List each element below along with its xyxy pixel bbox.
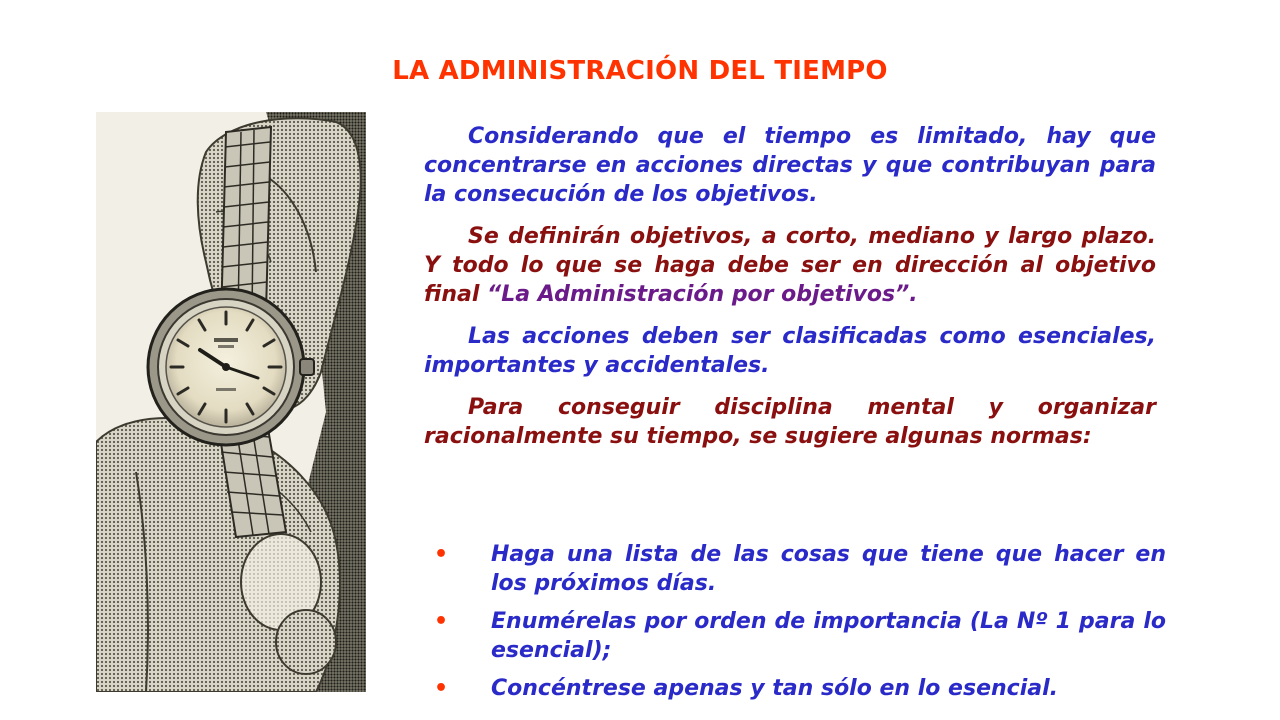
bullet-marker: • <box>434 609 449 634</box>
list-item <box>424 607 1166 665</box>
list-item-text: Concéntrese apenas y tan sólo en lo esencial. <box>491 676 1058 701</box>
list-item-text: Enumérelas por orden de importancia (La Nº 1 para lo esencial); <box>491 609 1166 663</box>
paragraph-time-limited: Considerando que el tiempo es limitado, hay que concentrarse en acciones directas y que contribuyan para la consecución de los objetivos. <box>424 124 1156 207</box>
paragraph-discipline: Para conseguir disciplina mental y organizar racionalmente su tiempo, se sugiere algunas normas: <box>424 395 1156 449</box>
slide-title: LA ADMINISTRACIÓN DEL TIEMPO <box>392 56 888 86</box>
paragraph-actions-classification: Las acciones deben ser clasificadas como esenciales, importantes y accidentales. <box>424 324 1156 378</box>
bullet-marker: • <box>434 542 449 567</box>
body-text <box>424 122 1156 464</box>
list-item <box>424 674 1166 703</box>
list-item <box>424 540 1166 598</box>
watch-in-hand-illustration <box>96 112 366 692</box>
paragraph-objectives-main: Se definirán objetivos, a corto, mediano y largo plazo. Y todo lo que se haga debe ser en dirección al objetivo final <box>424 224 1156 307</box>
list-item-text: Haga una lista de las cosas que tiene que hacer en los próximos días. <box>491 542 1166 596</box>
norms-list <box>424 540 1166 712</box>
paragraph-objectives <box>424 222 1156 309</box>
bullet-marker: • <box>434 676 449 701</box>
quote-administracion-por-objetivos: “La Administración por objetivos”. <box>487 282 918 307</box>
